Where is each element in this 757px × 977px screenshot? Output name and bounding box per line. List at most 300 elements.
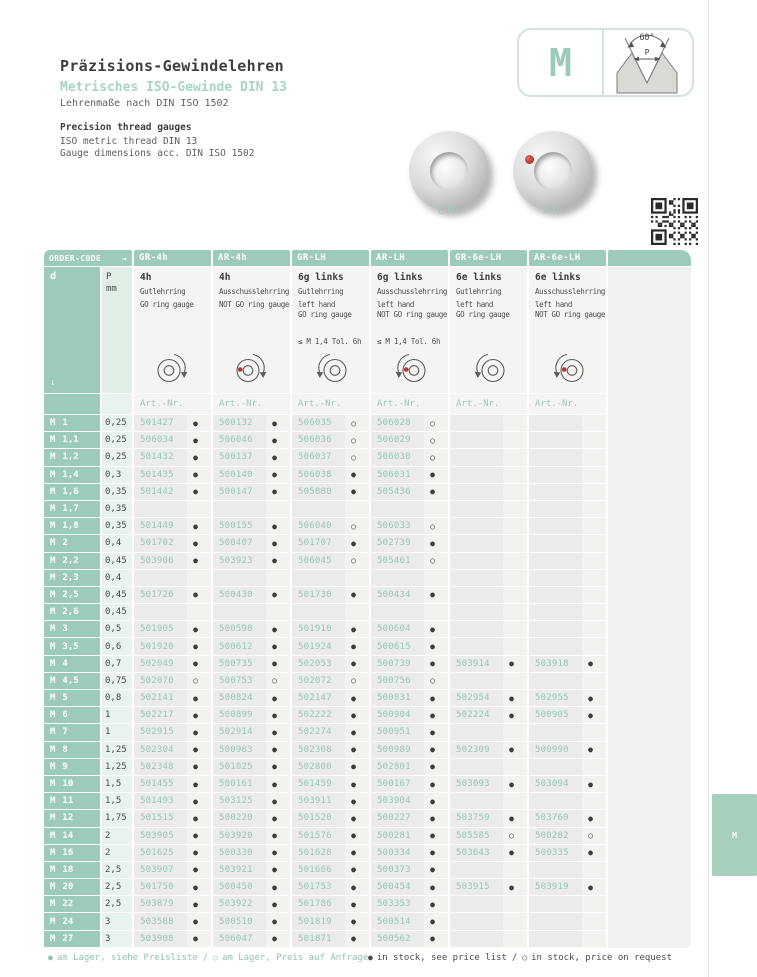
article-cell	[134, 432, 211, 449]
thread-size-cell	[44, 724, 100, 741]
article-cell	[292, 810, 369, 827]
article-number: 500430	[219, 589, 253, 600]
article-cell	[292, 638, 369, 655]
filled-dot-icon: ●	[48, 953, 53, 962]
artnr-label-AR-4h: Art.-Nr.	[213, 394, 290, 415]
article-cell	[213, 896, 290, 913]
article-number: 500330	[219, 847, 253, 858]
article-cell	[371, 845, 448, 862]
article-number: 502224	[456, 710, 490, 721]
in-stock-dot-icon: ●	[193, 642, 198, 652]
article-number: 502801	[377, 761, 411, 772]
thread-size-cell	[44, 896, 100, 913]
article-cell	[134, 776, 211, 793]
article-number: 500454	[377, 882, 411, 893]
article-number: 503643	[456, 847, 490, 858]
in-stock-dot-icon: ●	[351, 848, 356, 858]
article-cell	[134, 828, 211, 845]
tolerance-class: 6e links	[535, 272, 581, 283]
article-cell	[213, 621, 290, 638]
in-stock-dot-icon: ●	[351, 899, 356, 909]
article-cell	[134, 896, 211, 913]
article-cell	[371, 742, 448, 759]
article-cell	[450, 415, 527, 432]
article-number: 502072	[298, 675, 332, 686]
column-header-AR-4h: AR-4h	[213, 250, 290, 267]
article-number: 503918	[535, 658, 569, 669]
article-cell	[450, 621, 527, 638]
thread-size-cell	[44, 879, 100, 896]
article-number: 501625	[140, 847, 174, 858]
article-number: 500562	[377, 933, 411, 944]
article-cell	[450, 467, 527, 484]
open-dot-icon: ○	[213, 953, 218, 962]
article-cell	[213, 862, 290, 879]
article-cell	[450, 828, 527, 845]
thread-size: 8	[62, 744, 68, 755]
tolerance-class: 6e links	[456, 272, 502, 283]
article-cell	[213, 518, 290, 535]
pitch-cell: 0,25	[102, 449, 132, 466]
article-cell	[213, 587, 290, 604]
article-cell	[371, 776, 448, 793]
thread-profile-diagram	[604, 31, 692, 95]
thread-size: 1,1	[62, 435, 79, 446]
thread-size: 1,2	[62, 452, 79, 463]
article-cell	[529, 879, 606, 896]
thread-size: 6	[62, 710, 68, 721]
article-cell	[450, 638, 527, 655]
article-cell	[292, 724, 369, 741]
thread-size-cell	[44, 759, 100, 776]
thread-size-cell	[44, 845, 100, 862]
pitch-cell: 0,3	[102, 467, 132, 484]
gauge-name-de: Gutlehrring	[140, 287, 186, 296]
in-stock-dot-icon: ●	[430, 624, 435, 634]
article-number: 506047	[219, 933, 253, 944]
in-stock-dot-icon: ●	[193, 452, 198, 462]
article-cell	[213, 931, 290, 948]
article-number: 506036	[298, 435, 332, 446]
in-stock-dot-icon: ●	[588, 710, 593, 720]
profile-pitch-label: P	[644, 47, 650, 57]
article-cell	[292, 501, 369, 518]
article-cell	[213, 776, 290, 793]
article-number: 503911	[298, 796, 332, 807]
go-ring-gauge-photo	[409, 131, 489, 211]
go-ring-counterclockwise-icon	[469, 352, 509, 385]
article-cell	[213, 570, 290, 587]
article-cell	[529, 810, 606, 827]
go-ring-label: GR	[438, 204, 458, 217]
article-number: 501459	[298, 779, 332, 790]
notgo-ring-gauge-photo	[513, 131, 593, 211]
article-number: 503923	[219, 555, 253, 566]
column-header-GR-6e-LH: GR-6e-LH	[450, 250, 527, 267]
article-number: 500220	[219, 813, 253, 824]
in-stock-dot-icon: ●	[193, 899, 198, 909]
article-cell	[371, 862, 448, 879]
article-number: 502308	[298, 744, 332, 755]
in-stock-dot-icon: ●	[193, 624, 198, 634]
in-stock-dot-icon: ●	[272, 899, 277, 909]
thread-size-cell	[44, 467, 100, 484]
article-number: 500756	[377, 675, 411, 686]
article-number: 502914	[219, 727, 253, 738]
article-number: 501628	[298, 847, 332, 858]
in-stock-dot-icon: ●	[193, 796, 198, 806]
gauge-icon-wrap	[548, 352, 588, 389]
in-stock-dot-icon: ●	[430, 899, 435, 909]
article-cell	[450, 913, 527, 930]
article-number: 502304	[140, 744, 174, 755]
in-stock-dot-icon: ●	[272, 882, 277, 892]
article-cell	[450, 810, 527, 827]
pitch-cell: 1	[102, 724, 132, 741]
pitch-cell: 1	[102, 707, 132, 724]
legend-en-open: in stock, price on request	[531, 953, 673, 963]
in-stock-dot-icon: ●	[272, 934, 277, 944]
artnr-label-GR-LH: Art.-Nr.	[292, 394, 369, 415]
pitch-cell: 2,5	[102, 879, 132, 896]
article-number: 500824	[219, 693, 253, 704]
article-cell	[134, 656, 211, 673]
article-number: 500281	[377, 830, 411, 841]
in-stock-dot-icon: ●	[193, 813, 198, 823]
thread-size-cell	[44, 776, 100, 793]
article-number: 502309	[456, 744, 490, 755]
thread-type-box	[517, 28, 694, 97]
in-stock-dot-icon: ●	[430, 470, 435, 480]
in-stock-dot-icon: ●	[430, 813, 435, 823]
in-stock-dot-icon: ●	[193, 882, 198, 892]
article-number: 500905	[535, 710, 569, 721]
article-cell	[213, 656, 290, 673]
thread-size-cell	[44, 570, 100, 587]
gauge-name-en: left hand	[535, 300, 573, 309]
thread-size: 24	[62, 916, 74, 927]
article-number: 501520	[298, 813, 332, 824]
gauge-name-de: Ausschusslehrring	[535, 287, 605, 296]
article-number: 502217	[140, 710, 174, 721]
in-stock-dot-icon: ●	[430, 796, 435, 806]
article-number: 501702	[140, 538, 174, 549]
on-request-dot-icon: ○	[430, 676, 435, 686]
in-stock-dot-icon: ●	[351, 813, 356, 823]
article-number: 501786	[298, 899, 332, 910]
article-cell	[213, 553, 290, 570]
article-cell	[371, 656, 448, 673]
article-cell	[213, 690, 290, 707]
thread-size-cell	[44, 621, 100, 638]
thread-prefix: M	[50, 693, 56, 704]
article-number: 503921	[219, 864, 253, 875]
in-stock-dot-icon: ●	[193, 762, 198, 772]
article-cell	[450, 518, 527, 535]
article-cell	[450, 690, 527, 707]
in-stock-dot-icon: ●	[509, 848, 514, 858]
in-stock-dot-icon: ●	[430, 934, 435, 944]
thread-prefix: M	[50, 624, 56, 635]
pitch-cell: 0,45	[102, 604, 132, 621]
article-number: 500434	[377, 589, 411, 600]
pitch-cell: 0,35	[102, 501, 132, 518]
pitch-cell: 2,5	[102, 862, 132, 879]
arrow-right-icon: →	[121, 253, 127, 263]
article-cell	[529, 742, 606, 759]
arrow-down-icon: ↓	[50, 378, 56, 388]
artnr-label-GR-6e-LH: Art.-Nr.	[450, 394, 527, 415]
artnr-label-GR-4h: Art.-Nr.	[134, 394, 211, 415]
artnr-label-AR-6e-LH: Art.-Nr.	[529, 394, 606, 415]
article-number: 506046	[219, 435, 253, 446]
article-cell	[292, 449, 369, 466]
article-number: 502955	[535, 693, 569, 704]
article-number: 501025	[219, 761, 253, 772]
in-stock-dot-icon: ●	[272, 779, 277, 789]
in-stock-dot-icon: ●	[351, 779, 356, 789]
article-number: 501753	[298, 882, 332, 893]
in-stock-dot-icon: ●	[272, 452, 277, 462]
article-cell	[529, 776, 606, 793]
article-cell	[213, 467, 290, 484]
in-stock-dot-icon: ●	[430, 487, 435, 497]
article-cell	[134, 862, 211, 879]
article-cell	[292, 415, 369, 432]
in-stock-dot-icon: ●	[193, 865, 198, 875]
article-number: 500514	[377, 916, 411, 927]
article-cell	[292, 913, 369, 930]
in-stock-dot-icon: ●	[272, 796, 277, 806]
article-cell	[134, 724, 211, 741]
thread-size-cell	[44, 518, 100, 535]
in-stock-dot-icon: ●	[430, 727, 435, 737]
article-cell	[292, 690, 369, 707]
pitch-column-spacer	[102, 394, 132, 415]
on-request-dot-icon: ○	[588, 831, 593, 841]
column-header-blank	[608, 250, 691, 267]
pitch-cell: 0,25	[102, 432, 132, 449]
in-stock-dot-icon: ●	[193, 418, 198, 428]
profile-angle-label: 60°	[639, 32, 655, 43]
article-cell	[529, 845, 606, 862]
article-number: 503759	[456, 813, 490, 824]
pitch-cell: 1,75	[102, 810, 132, 827]
article-number: 502147	[298, 693, 332, 704]
in-stock-dot-icon: ●	[193, 779, 198, 789]
in-stock-dot-icon: ●	[588, 848, 593, 858]
diameter-label: d	[50, 271, 57, 282]
article-number: 502274	[298, 727, 332, 738]
article-number: 500282	[535, 830, 569, 841]
thread-size: 4,5	[62, 675, 79, 686]
thread-size-cell	[44, 931, 100, 948]
in-stock-dot-icon: ●	[272, 590, 277, 600]
order-code-header	[44, 250, 132, 267]
article-cell	[450, 759, 527, 776]
article-number: 502739	[377, 538, 411, 549]
in-stock-dot-icon: ●	[272, 538, 277, 548]
in-stock-dot-icon: ●	[430, 590, 435, 600]
article-cell	[529, 535, 606, 552]
in-stock-dot-icon: ●	[272, 624, 277, 634]
thread-prefix: M	[50, 589, 56, 600]
article-cell	[529, 449, 606, 466]
on-request-dot-icon: ○	[509, 831, 514, 841]
article-number: 500739	[377, 658, 411, 669]
article-number: 501730	[298, 589, 332, 600]
in-stock-dot-icon: ●	[351, 917, 356, 927]
in-stock-dot-icon: ●	[351, 590, 356, 600]
in-stock-dot-icon: ●	[351, 470, 356, 480]
thread-size: 1,6	[62, 486, 79, 497]
article-cell	[450, 896, 527, 913]
article-number: 500450	[219, 882, 253, 893]
article-number: 501666	[298, 864, 332, 875]
in-stock-dot-icon: ●	[430, 642, 435, 652]
pitch-cell: 0,8	[102, 690, 132, 707]
article-number: 501924	[298, 641, 332, 652]
article-cell	[450, 484, 527, 501]
thread-prefix: M	[50, 607, 56, 618]
thread-prefix: M	[50, 675, 56, 686]
article-cell	[292, 931, 369, 948]
article-cell	[450, 501, 527, 518]
thread-prefix: M	[50, 779, 56, 790]
article-cell	[134, 931, 211, 948]
section-tab-m: M	[712, 794, 757, 876]
column-header-AR-LH: AR-LH	[371, 250, 448, 267]
on-request-dot-icon: ○	[193, 676, 198, 686]
article-number: 501905	[140, 624, 174, 635]
gauge-name-en: NOT GO ring gauge	[219, 300, 289, 309]
article-number: 501493	[140, 796, 174, 807]
in-stock-dot-icon: ●	[272, 470, 277, 480]
article-number: 500140	[219, 469, 253, 480]
in-stock-dot-icon: ●	[272, 762, 277, 772]
article-cell	[529, 518, 606, 535]
thread-size: 1,4	[62, 469, 79, 480]
article-cell	[529, 793, 606, 810]
thread-prefix: M	[50, 899, 56, 910]
pitch-cell: 2	[102, 845, 132, 862]
gauge-icon-wrap	[469, 352, 509, 389]
in-stock-dot-icon: ●	[272, 435, 277, 445]
article-cell	[292, 776, 369, 793]
thread-size: 16	[62, 847, 74, 858]
article-cell	[134, 793, 211, 810]
article-number: 501726	[140, 589, 174, 600]
in-stock-dot-icon: ●	[272, 848, 277, 858]
pitch-unit: mm	[106, 284, 117, 295]
in-stock-dot-icon: ●	[272, 418, 277, 428]
pitch-label: P	[106, 272, 112, 282]
article-cell	[450, 570, 527, 587]
pitch-cell: 0,35	[102, 518, 132, 535]
article-cell	[292, 673, 369, 690]
article-cell	[529, 415, 606, 432]
article-cell	[134, 484, 211, 501]
order-code-label: ORDER-CODE	[49, 253, 102, 263]
pitch-cell: 0,4	[102, 535, 132, 552]
article-cell	[529, 828, 606, 845]
qr-code	[651, 198, 698, 245]
thread-prefix: M	[50, 572, 56, 583]
article-number: 505880	[298, 486, 332, 497]
article-number: 500904	[377, 710, 411, 721]
article-cell	[371, 432, 448, 449]
article-cell	[213, 828, 290, 845]
article-cell	[292, 621, 369, 638]
article-cell	[213, 484, 290, 501]
column-subheader-AR-LH	[371, 267, 448, 394]
article-cell	[529, 570, 606, 587]
article-cell	[371, 931, 448, 948]
open-dot-icon: ○	[522, 953, 528, 962]
in-stock-dot-icon: ●	[588, 659, 593, 669]
thread-size-cell	[44, 449, 100, 466]
in-stock-dot-icon: ●	[430, 762, 435, 772]
article-cell	[529, 931, 606, 948]
article-number: 503905	[140, 830, 174, 841]
column-subheader-AR-4h	[213, 267, 290, 394]
in-stock-dot-icon: ●	[193, 590, 198, 600]
in-stock-dot-icon: ●	[430, 831, 435, 841]
article-number: 500990	[535, 744, 569, 755]
thread-prefix: M	[50, 796, 56, 807]
article-number: 506028	[377, 418, 411, 429]
article-number: 506030	[377, 452, 411, 463]
in-stock-dot-icon: ●	[193, 659, 198, 669]
article-cell	[292, 604, 369, 621]
in-stock-dot-icon: ●	[193, 470, 198, 480]
article-cell	[529, 896, 606, 913]
article-cell	[371, 707, 448, 724]
pitch-cell: 3	[102, 913, 132, 930]
article-cell	[529, 638, 606, 655]
article-cell	[213, 707, 290, 724]
on-request-dot-icon: ○	[272, 676, 277, 686]
article-number: 500831	[377, 693, 411, 704]
thread-size-cell	[44, 638, 100, 655]
article-number: 506033	[377, 521, 411, 532]
legend-en-full: in stock, see price list	[376, 953, 507, 963]
thread-size: 1,7	[62, 504, 79, 515]
thread-prefix: M	[50, 418, 56, 429]
article-cell	[292, 845, 369, 862]
article-cell	[292, 570, 369, 587]
article-number: 501920	[140, 641, 174, 652]
article-cell	[292, 656, 369, 673]
article-number: 501432	[140, 452, 174, 463]
thread-size: 10	[62, 779, 74, 790]
article-cell	[529, 862, 606, 879]
in-stock-dot-icon: ●	[509, 882, 514, 892]
article-cell	[529, 604, 606, 621]
article-cell	[134, 879, 211, 896]
in-stock-dot-icon: ●	[193, 831, 198, 841]
thread-prefix: M	[50, 933, 56, 944]
go-ring-clockwise-icon	[153, 352, 193, 385]
article-number: 500899	[219, 710, 253, 721]
in-stock-dot-icon: ●	[588, 745, 593, 755]
article-number: 505461	[377, 555, 411, 566]
article-cell	[213, 604, 290, 621]
pitch-cell: 0,35	[102, 484, 132, 501]
article-cell	[134, 449, 211, 466]
thread-size: 3,5	[62, 641, 79, 652]
thread-size-cell	[44, 828, 100, 845]
